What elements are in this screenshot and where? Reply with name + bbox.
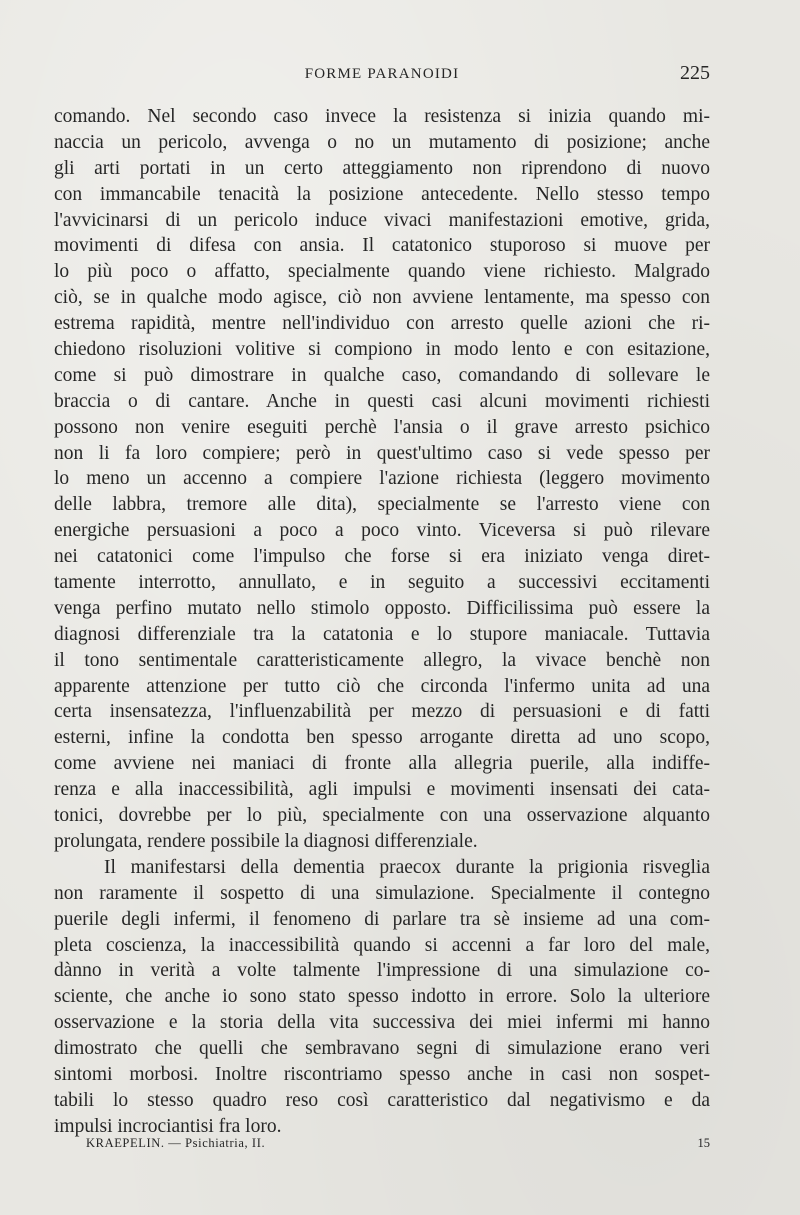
paragraph-last-line: prolungata, rendere possibile la diagnosi differenziale. [54, 830, 478, 852]
text-line: tamente interrotto, annullato, e in seguito a successivi eccitamenti [54, 572, 710, 594]
text-line: come avviene nei maniaci di fronte alla allegria puerile, alla indiffe- [54, 753, 710, 775]
running-head [54, 62, 710, 88]
text-line: non raramente il sospetto di una simulazione. Specialmente il contegno [54, 882, 710, 904]
footer-signature-line [86, 1136, 710, 1156]
text-line: comando. Nel secondo caso invece la resistenza si inizia quando mi- [54, 106, 710, 127]
text-line: energiche persuasioni a poco a poco vinto. Viceversa si può rilevare [54, 520, 710, 542]
paragraph-last-line: impulsi incrociantisi fra loro. [54, 1115, 282, 1137]
text-line: possono non venire eseguiti perchè l'ansia o il grave arresto psichico [54, 416, 710, 438]
text-line: delle labbra, tremore alle dita), specialmente se l'arresto viene con [54, 494, 710, 516]
signature-mark: KRAEPELIN. — Psichiatria, II. [86, 1136, 266, 1150]
text-line: lo più poco o affatto, specialmente quando viene richiesto. Malgrado [54, 261, 710, 283]
sheet-number: 15 [697, 1136, 710, 1150]
text-line: lo meno un accenno a compiere l'azione richiesta (leggero movimento [54, 468, 710, 490]
text-line: sciente, che anche io sono stato spesso indotto in errore. Solo la ulteriore [54, 986, 710, 1008]
text-line: diagnosi differenziale tra la catatonia e lo stupore maniacale. Tuttavia [54, 623, 710, 645]
text-line: nei catatonici come l'impulso che forse si era iniziato venga diret- [54, 546, 710, 568]
text-line: apparente attenzione per tutto ciò che circonda l'infermo unita ad una [54, 675, 710, 697]
text-line: puerile degli infermi, il fenomeno di parlare tra sè insieme ad una com- [54, 908, 710, 930]
text-line: dànno in verità a volte talmente l'impressione di una simulazione co- [54, 960, 710, 982]
text-line: pleta coscienza, la inaccessibilità quando si accenni a far loro del male, [54, 934, 710, 956]
text-line: l'avvicinarsi di un pericolo induce vivaci manifestazioni emotive, grida, [54, 209, 710, 231]
text-line: osservazione e la storia della vita successiva dei miei infermi mi hanno [54, 1012, 710, 1034]
text-line: dimostrato che quelli che sembravano segni di simulazione erano veri [54, 1038, 710, 1060]
running-title: FORME PARANOIDI [304, 66, 460, 82]
text-line: ciò, se in qualche modo agisce, ciò non avviene lentamente, ma spesso con [54, 287, 710, 309]
text-line: con immancabile tenacità la posizione antecedente. Nello stesso tempo [54, 183, 710, 205]
body-text [54, 104, 710, 1140]
text-line: non li fa loro compiere; però in quest'ultimo caso si vede spesso per [54, 442, 710, 464]
text-line: certa insensatezza, l'influenzabilità per mezzo di persuasioni e di fatti [54, 701, 710, 723]
text-line: braccia o di cantare. Anche in questi casi alcuni movimenti richiesti [54, 390, 710, 412]
text-line: gli arti portati in un certo atteggiamento non riprendono di nuovo [54, 157, 710, 179]
text-line: renza e alla inaccessibilità, agli impulsi e movimenti insensati dei cata- [54, 779, 710, 801]
paragraph-first-line: Il manifestarsi della dementia praecox durante la prigionia risveglia [104, 856, 710, 878]
text-line: sintomi morbosi. Inoltre riscontriamo spesso anche in casi non sospet- [54, 1063, 710, 1085]
text-line: come si può dimostrare in qualche caso, comandando di sollevare le [54, 364, 710, 386]
text-line: naccia un pericolo, avvenga o no un mutamento di posizione; anche [54, 131, 710, 153]
text-line: estrema rapidità, mentre nell'individuo con arresto quelle azioni che ri- [54, 313, 710, 335]
text-line: esterni, infine la condotta ben spesso arrogante diretta ad uno scopo, [54, 727, 710, 749]
text-line: tabili lo stesso quadro reso così caratteristico dal negativismo e da [54, 1089, 710, 1111]
text-line: movimenti di difesa con ansia. Il catatonico stuporoso si muove per [54, 235, 710, 257]
text-line: tonici, dovrebbe per lo più, specialmente con una osservazione alquanto [54, 805, 710, 827]
page-number: 225 [680, 62, 710, 84]
text-line: venga perfino mutato nello stimolo opposto. Difficilissima può essere la [54, 597, 710, 619]
text-line: chiedono risoluzioni volitive si compiono in modo lento e con esitazione, [54, 339, 710, 361]
text-line: il tono sentimentale caratteristicamente allegro, la vivace benchè non [54, 649, 710, 671]
